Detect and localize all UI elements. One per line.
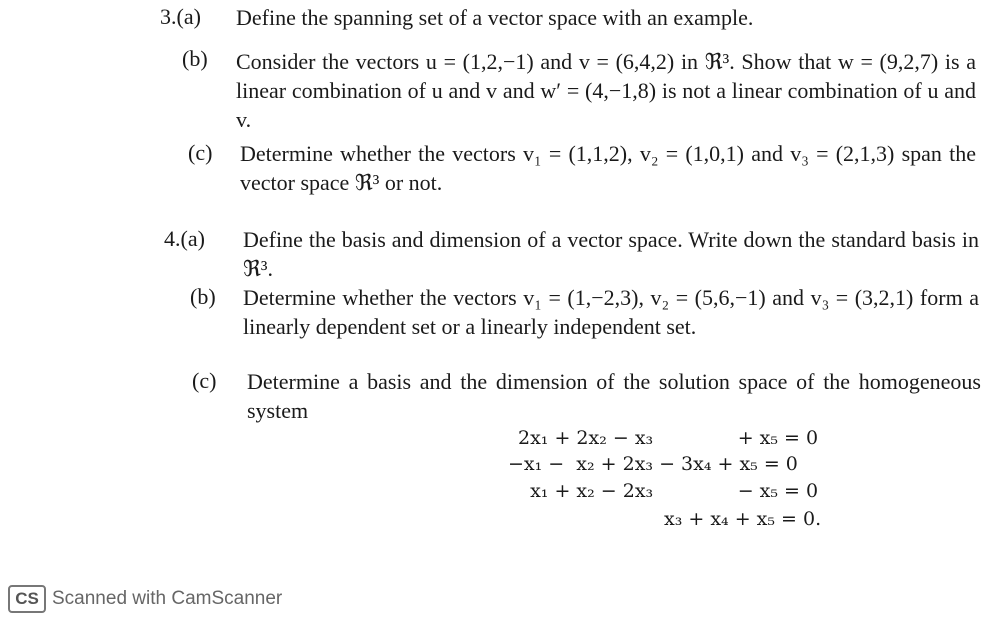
q3b-text: Consider the vectors u = (1,2,−1) and v = (6,4,2) in ℜ³. Show that w = (9,2,7) is a linear combination of u and v and w′ = (4,−1,8) is not a linear combination of u and v. [236,49,976,132]
q4b-text: Determine whether the vectors v₁ = (1,−2,3), v₂ = (5,6,−1) and v₃ = (3,2,1) form a linearly dependent set or a linearly independent set. [243,285,979,339]
q3c-text: Determine whether the vectors v₁ = (1,1,2), v₂ = (1,0,1) and v₃ = (2,1,3) span the vector space ℜ³ or not. [240,141,976,195]
system-equation-3: x₁ + x₂ − 2x₃ − x₅ = 0 [518,480,819,502]
q4c-text: Determine a basis and the dimension of the solution space of the homogeneous system [247,369,981,423]
q4a-text: Define the basis and dimension of a vector space. Write down the standard basis in ℜ³. [243,227,979,281]
q4a-label: 4.(a) [164,226,205,251]
camscanner-watermark [8,585,282,613]
q3a-label: 3.(a) [160,4,201,29]
system-equation-2: −x₁ − x₂ + 2x₃ − 3x₄ + x₅ = 0 [508,453,798,475]
q3a-text: Define the spanning set of a vector space with an example. [236,5,754,30]
q4b-label: (b) [190,284,216,309]
q3b-label: (b) [182,46,208,71]
q3c-label: (c) [188,140,213,165]
q4c-label: (c) [192,368,217,393]
watermark-text: Scanned with CamScanner [52,588,283,609]
camscanner-logo-icon: CS [8,585,46,613]
system-equation-1: 2x₁ + 2x₂ − x₃ + x₅ = 0 [518,427,819,449]
system-equation-4: x₃ + x₄ + x₅ = 0. [664,508,822,530]
